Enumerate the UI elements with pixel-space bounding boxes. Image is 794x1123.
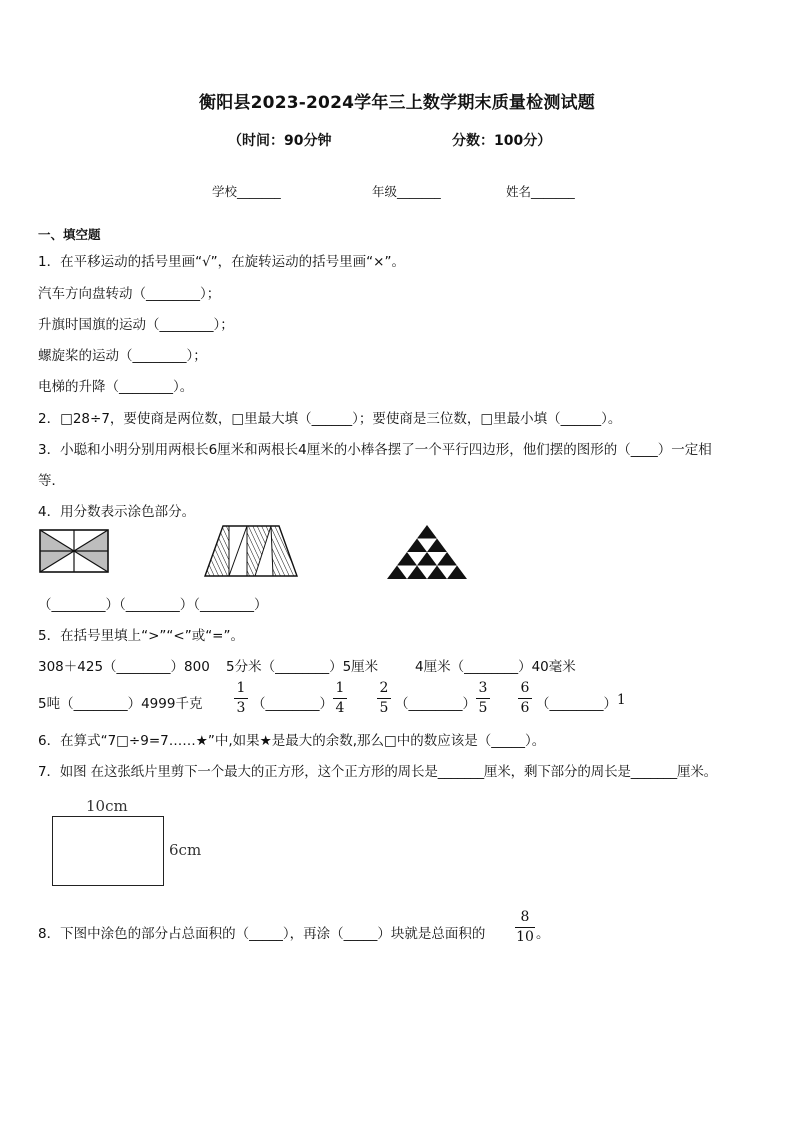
q8-end: 。 bbox=[536, 926, 550, 942]
fraction-1-4 bbox=[332, 680, 348, 717]
fraction-3-5 bbox=[475, 680, 491, 717]
q1-item-1: 汽车方向盘转动（________）； bbox=[38, 286, 221, 302]
exam-time: （时间：90分钟 bbox=[228, 133, 332, 149]
width-label: 10cm bbox=[86, 797, 128, 815]
q6-text: 6．在算式“7□÷9=7……★”中,如果★是最大的余数,那么□中的数应该是（_____）。 bbox=[38, 733, 546, 749]
denominator: 6 bbox=[520, 700, 530, 716]
q1-prompt: 1．在平移运动的括号里画“√”，在旋转运动的括号里画“×”。 bbox=[38, 254, 405, 270]
denominator: 5 bbox=[379, 700, 389, 716]
page-title: 衡阳县2023-2024学年三上数学期末质量检测试题 bbox=[199, 93, 595, 113]
q5-row2-a: 5吨（________）4999千克 bbox=[38, 696, 203, 712]
fraction-8-10 bbox=[514, 909, 536, 946]
q2-text: 2．□28÷7，要使商是两位数，□里最大填（______）；要使商是三位数，□里最小填（______）。 bbox=[38, 411, 622, 427]
grade-field: 年级_______ bbox=[372, 184, 441, 199]
denominator: 4 bbox=[335, 700, 345, 716]
numerator: 3 bbox=[478, 680, 488, 696]
numerator: 6 bbox=[520, 680, 530, 696]
q7-text: 7．如图 在这张纸片里剪下一个最大的正方形，这个正方形的周长是_______厘米，剩下部分的周长是_______厘米。 bbox=[38, 764, 718, 780]
numerator: 8 bbox=[520, 909, 530, 925]
q5-end: 1 bbox=[617, 692, 626, 708]
q4-blanks: （________）（________）（________） bbox=[38, 597, 268, 613]
q5-row1-c: 4厘米（________）40毫米 bbox=[415, 659, 576, 675]
numerator: 2 bbox=[379, 680, 389, 696]
fraction-6-6 bbox=[517, 680, 533, 717]
q3-line-1: 3．小聪和小明分别用两根长6厘米和两根长4厘米的小棒各摆了一个平行四边形，他们摆的图形的（____）一定相 bbox=[38, 442, 712, 458]
denominator: 10 bbox=[516, 929, 534, 945]
q5-blank-1: （________） bbox=[252, 696, 333, 712]
q1-item-3: 螺旋桨的运动（________）； bbox=[38, 348, 207, 364]
q5-row1-a: 308＋425（________）800 bbox=[38, 659, 210, 675]
rectangle-shaded-figure bbox=[38, 528, 110, 574]
q5-blank-3: （________） bbox=[536, 696, 617, 712]
q8-text: 8．下图中涂色的部分占总面积的（_____），再涂（_____）块就是总面积的 bbox=[38, 926, 486, 942]
numerator: 1 bbox=[335, 680, 345, 696]
numerator: 1 bbox=[236, 680, 246, 696]
fraction-2-5 bbox=[376, 680, 392, 717]
q5-blank-2: （________） bbox=[395, 696, 476, 712]
q1-item-4: 电梯的升降（________）。 bbox=[38, 379, 194, 395]
fraction-1-3 bbox=[233, 680, 249, 717]
q5-prompt: 5．在括号里填上“>”“<”或“=”。 bbox=[38, 628, 244, 644]
denominator: 5 bbox=[478, 700, 488, 716]
q4-prompt: 4．用分数表示涂色部分。 bbox=[38, 504, 196, 520]
triangle-pattern-figure bbox=[386, 524, 468, 580]
section-heading: 一、填空题 bbox=[38, 227, 101, 242]
q3-line-2: 等． bbox=[38, 473, 65, 489]
height-label: 6cm bbox=[169, 841, 202, 859]
trapezoid-hatched-figure bbox=[203, 524, 299, 578]
school-field: 学校_______ bbox=[212, 184, 281, 199]
denominator: 3 bbox=[236, 700, 246, 716]
q5-row1-b: 5分米（________）5厘米 bbox=[226, 659, 379, 675]
q1-item-2: 升旗时国旗的运动（________）； bbox=[38, 317, 234, 333]
exam-score: 分数：100分） bbox=[452, 133, 552, 149]
paper-rectangle bbox=[52, 816, 164, 886]
name-field: 姓名_______ bbox=[506, 184, 575, 199]
